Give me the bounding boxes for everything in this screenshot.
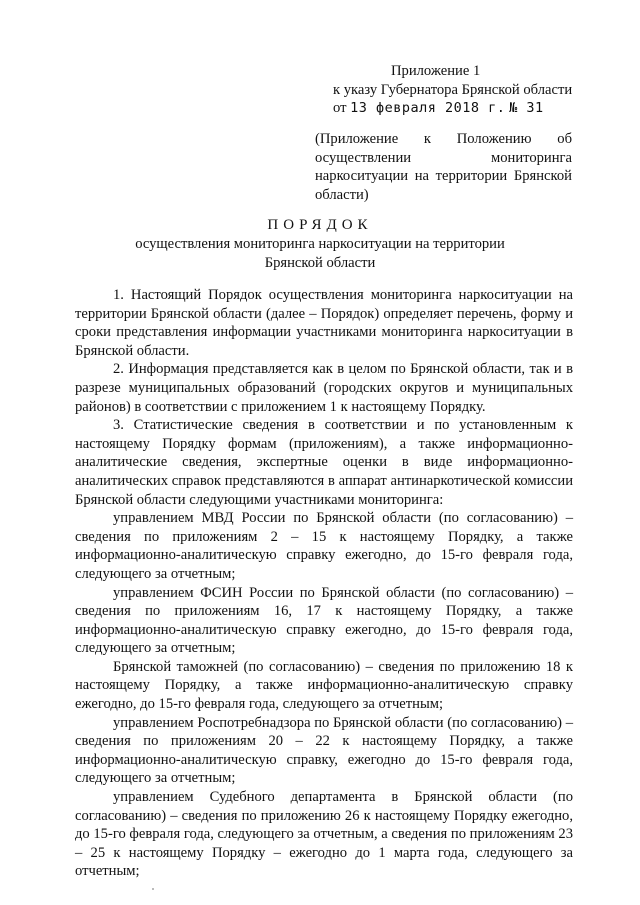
document-heading: ПОРЯДОК xyxy=(267,217,373,233)
document-subtitle-line-1: осуществления мониторинга наркоситуации на территории xyxy=(135,236,505,252)
appendix-reference: к указу Губернатора Брянской области xyxy=(333,81,573,98)
appendix-note: (Приложение к Положению об осуществлении мониторинга наркоситуации на территории Брянской области) xyxy=(315,131,572,203)
paragraph-rospotrebnadzor: управлением Роспотребнадзора по Брянской области (по согласованию) – сведения по приложениям 20 – 22 к настоящему Порядку, а также информационно-аналитическую справку, ежегодно до 15-го февраля года, следующего за отчетным; xyxy=(75,714,573,787)
paragraph-customs: Брянской таможней (по согласованию) – сведения по приложению 18 к настоящему Порядку, а также информационно-аналитическую справку ежегодно, до 15-го февраля года, следующего за отчетным; xyxy=(75,658,573,713)
scan-speck xyxy=(152,888,154,890)
appendix-date: 13 февраля 2018 г. xyxy=(350,100,506,116)
document-subtitle-line-2: Брянской области xyxy=(264,255,376,271)
paragraph-2: 2. Информация представляется как в целом по Брянской области, так и в разрезе муниципальных образований (городских округов и муниципальных районов) в соответствии с приложением 1 к настоящему Порядку. xyxy=(75,361,573,415)
document-body xyxy=(75,286,573,881)
appendix-doc-number: № 31 xyxy=(509,100,544,116)
paragraph-1: 1. Настоящий Порядок осуществления мониторинга наркоситуации на территории Брянской области (далее – Порядок) определяет перечень, форму и сроки представления информации участниками мониторинга наркоситуации в Брянской области. xyxy=(75,287,573,359)
appendix-number: Приложение 1 xyxy=(391,63,481,79)
paragraph-mvd: управлением МВД России по Брянской области (по согласованию) – сведения по приложениям 2 – 15 к настоящему Порядку, а также информационно-аналитическую справку ежегодно, до 15-го февраля года, следующего за отчетным; xyxy=(75,510,573,582)
paragraph-court-department: управлением Судебного департамента в Брянской области (по согласованию) – сведения по приложению 26 к настоящему Порядку ежегодно, до 15-го февраля года, следующего за отчетным, а сведения по приложениям 23 – 25 к настоящему Порядку – ежегодно до 1 марта года, следующего за отчетным; xyxy=(75,789,573,880)
appendix-header xyxy=(333,62,593,118)
paragraph-3: 3. Статистические сведения в соответствии и по установленным к настоящему Порядку формам (приложениям), а также информационно-аналитические сведения, экспертные оценки в виде информационно-аналитических справок представляются в аппарат антинаркотической комиссии Брянской области следующими участниками мониторинга: xyxy=(75,417,573,508)
document-title-block xyxy=(0,215,640,273)
appendix-date-prefix: от xyxy=(333,100,347,116)
paragraph-fsin: управлением ФСИН России по Брянской области (по согласованию) – сведения по приложениям 16, 17 к настоящему Порядку, а также информационно-аналитическую справку ежегодно, до 15-го февраля года, следующего за отчетным; xyxy=(75,584,573,657)
appendix-date-line xyxy=(333,99,593,118)
